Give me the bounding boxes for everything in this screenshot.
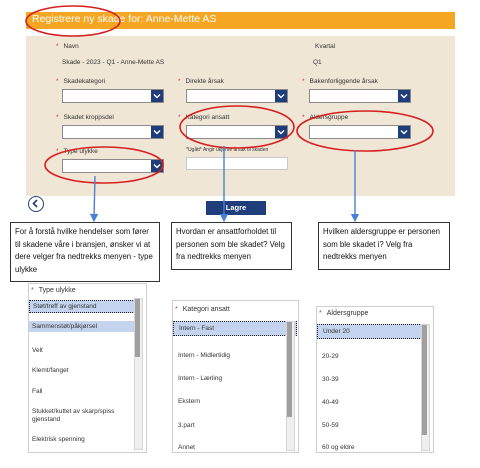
list-option[interactable]: Intern - Lærling (178, 375, 223, 382)
list-option[interactable]: Intern - Midlertidig (178, 352, 231, 359)
background-cause-label: * Bakenforliggende årsak (302, 78, 378, 85)
arrow (94, 176, 95, 218)
list-option[interactable]: 30-39 (322, 376, 339, 383)
list-option[interactable]: Annet (178, 444, 195, 451)
highlight-ellipse (297, 111, 433, 151)
list-option[interactable]: Støt/treff av gjenstand (29, 300, 141, 313)
direct-cause-label: * Direkte årsak (178, 78, 224, 85)
employee-category-callout: Hvordan er ansattforholdet til personen som ble skadet? Velg fra nedtrekks menyen (171, 222, 292, 270)
injured-body-part-label: * Skadet kroppsdel (56, 114, 114, 121)
page-title: Registrere ny skade for: Anne-Mette AS (32, 13, 217, 25)
quarter-label: Kvartal (315, 43, 336, 50)
highlight-ellipse (45, 147, 163, 183)
list-option[interactable]: Sammenstøt/påkjørsel (29, 321, 139, 332)
accident-type-label: * Type ulykke (56, 148, 98, 155)
list-option[interactable]: Stukket/kuttet av skarp/spiss gjenstand (32, 408, 115, 423)
name-label: * Navn (56, 43, 79, 50)
employee-category-label: * Kategori ansatt (178, 114, 230, 121)
list-option[interactable]: 20-29 (322, 353, 339, 360)
employee-category-list-title: * Kategori ansatt (175, 306, 230, 313)
unknown-cause-label: *Ugått* Angir ukjente årsak til skaden (186, 147, 269, 153)
age-group-label: * Aldersgruppe (302, 114, 349, 121)
accident-type-callout: For å forstå hvilke hendelser som fører til skadene våre i bransjen, ønsker vi at dere velger fra nedtrekks menyen - type ulykke (10, 222, 160, 282)
age-group-callout: Hvilken aldersgruppe er personen som ble skadet i? Velg fra nedtrekks menyen (318, 222, 450, 270)
injury-category-label: * Skadekategori (56, 78, 106, 85)
list-option[interactable]: 3.part (178, 422, 195, 429)
save-button[interactable]: Lagre (206, 201, 266, 215)
highlight-ellipse (26, 6, 120, 36)
list-option[interactable]: Intern - Fast (173, 321, 297, 336)
list-option[interactable]: Fall (32, 388, 43, 395)
list-option[interactable]: Elektrisk spenning (32, 436, 85, 443)
list-option[interactable]: Velt (32, 347, 43, 354)
list-option[interactable]: 60 og eldre (322, 444, 355, 451)
list-option[interactable]: Klemt/fanget (32, 367, 69, 374)
age-group-list-title: * Aldersgruppe (319, 310, 369, 317)
list-option[interactable]: Ekstern (178, 398, 201, 405)
list-option[interactable]: Under 20 (317, 324, 424, 339)
name-value: Skade - 2023 - Q1 - Anne-Mette AS (62, 59, 165, 66)
list-option[interactable]: 50-59 (322, 422, 339, 429)
quarter-value: Q1 (313, 59, 322, 66)
accident-type-list-title: * Type ulykke (31, 287, 76, 294)
list-option[interactable]: 40-49 (322, 399, 339, 406)
highlight-ellipse (180, 106, 294, 148)
